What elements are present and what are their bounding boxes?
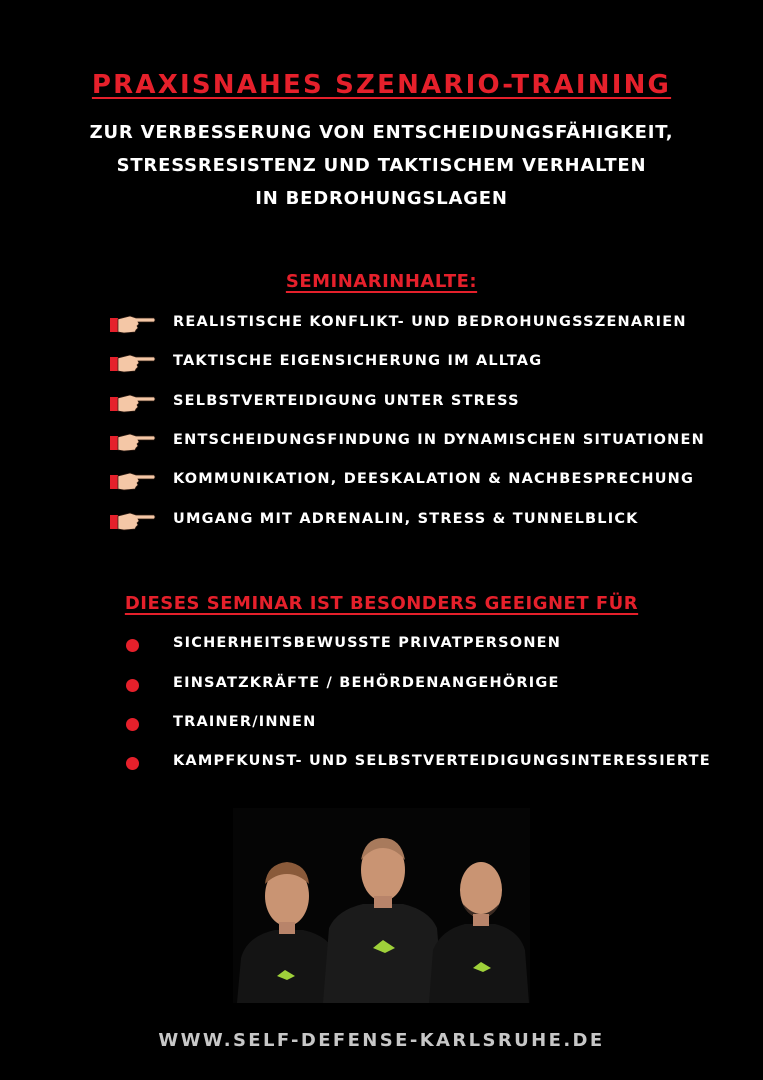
list-item-label: KOMMUNIKATION, DEESKALATION & NACHBESPRECHUNG	[173, 471, 695, 487]
page-subtitle	[0, 116, 763, 215]
red-dot-icon	[126, 757, 139, 770]
list-item-label: SICHERHEITSBEWUSSTE PRIVATPERSONEN	[173, 635, 562, 651]
subtitle-line: STRESSRESISTENZ UND TAKTISCHEM VERHALTEN	[116, 155, 647, 176]
list-item	[0, 630, 763, 660]
red-dot-icon	[126, 639, 139, 652]
subtitle-line: ZUR VERBESSERUNG VON ENTSCHEIDUNGSFÄHIGKEIT,	[89, 122, 674, 143]
subtitle-line: IN BEDROHUNGSLAGEN	[255, 188, 508, 209]
list-item-label: TRAINER/INNEN	[173, 714, 317, 730]
list-item	[0, 309, 763, 339]
list-item-label: REALISTISCHE KONFLIKT- UND BEDROHUNGSSZENARIEN	[173, 314, 687, 330]
list-item-label: TAKTISCHE EIGENSICHERUNG IM ALLTAG	[173, 353, 543, 369]
list-item-label: KAMPFKUNST- UND SELBSTVERTEIDIGUNGSINTERESSIERTE	[173, 753, 711, 769]
list-item	[0, 670, 763, 700]
pointing-hand-icon	[110, 430, 156, 454]
pointing-hand-icon	[110, 469, 156, 493]
list-item	[0, 388, 763, 418]
list-item	[0, 709, 763, 739]
list-item-label: EINSATZKRÄFTE / BEHÖRDENANGEHÖRIGE	[173, 675, 560, 691]
list-item-label: UMGANG MIT ADRENALIN, STRESS & TUNNELBLICK	[173, 511, 639, 527]
list-item	[0, 506, 763, 536]
red-dot-icon	[126, 718, 139, 731]
list-item-label: SELBSTVERTEIDIGUNG UNTER STRESS	[173, 393, 520, 409]
list-item	[0, 348, 763, 378]
list-item	[0, 466, 763, 496]
pointing-hand-icon	[110, 509, 156, 533]
list-item	[0, 748, 763, 778]
pointing-hand-icon	[110, 391, 156, 415]
target-audience-heading: DIESES SEMINAR IST BESONDERS GEEIGNET FÜR	[124, 593, 639, 614]
seminar-contents-heading: SEMINARINHALTE:	[285, 271, 478, 292]
list-item	[0, 427, 763, 457]
page-title: PRAXISNAHES SZENARIO-TRAINING	[91, 70, 672, 100]
pointing-hand-icon	[110, 351, 156, 375]
red-dot-icon	[126, 679, 139, 692]
website-url[interactable]: WWW.SELF-DEFENSE-KARLSRUHE.DE	[158, 1030, 605, 1051]
pointing-hand-icon	[110, 312, 156, 336]
team-photo	[233, 808, 530, 1003]
list-item-label: ENTSCHEIDUNGSFINDUNG IN DYNAMISCHEN SITUATIONEN	[173, 432, 705, 448]
